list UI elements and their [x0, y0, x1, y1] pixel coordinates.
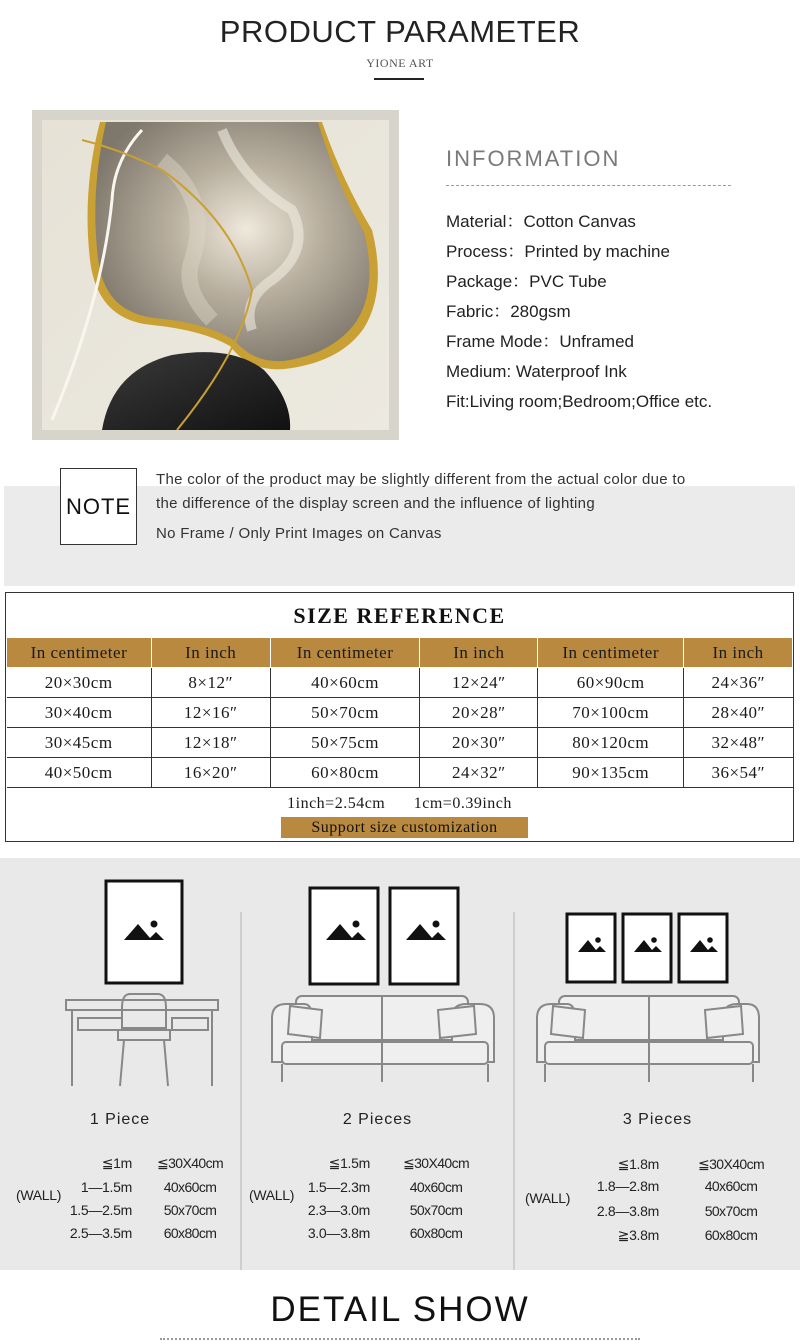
- sofa-three-frames-illustration: [515, 858, 800, 1098]
- table-cell: 8×12″: [151, 668, 270, 698]
- table-cell: 12×16″: [151, 698, 270, 728]
- recommended-size: 50x70cm: [409, 1202, 463, 1218]
- header-cm: In centimeter: [270, 638, 420, 668]
- brand-name: YIONE ART: [366, 56, 434, 70]
- info-fabric: Fabric：280gsm: [446, 302, 571, 321]
- note-line-3: No Frame / Only Print Images on Canvas: [156, 525, 442, 542]
- table-cell: 24×32″: [420, 758, 538, 788]
- viewing-distance: 2.3—3.0m: [307, 1202, 370, 1218]
- table-cell: 50×70cm: [270, 698, 420, 728]
- info-process: Process：Printed by machine: [446, 242, 670, 261]
- table-cell: 30×45cm: [7, 728, 152, 758]
- info-material: Material：Cotton Canvas: [446, 212, 636, 231]
- piece-option-1: [0, 858, 240, 1270]
- header-cm: In centimeter: [7, 638, 152, 668]
- recommended-size: 50x70cm: [704, 1203, 758, 1219]
- info-medium: Medium: Waterproof Ink: [446, 362, 627, 381]
- customization-badge: Support size customization: [281, 817, 528, 838]
- piece-count-label: 3 Pieces: [622, 1111, 693, 1128]
- table-cell: 50×75cm: [270, 728, 420, 758]
- recommended-size: 60x80cm: [704, 1227, 758, 1243]
- table-cell: 30×40cm: [7, 698, 152, 728]
- table-row: [7, 668, 793, 698]
- conversion-cm: 1cm=0.39inch: [413, 795, 512, 812]
- title-underline: [374, 78, 424, 80]
- table-cell: 70×100cm: [538, 698, 684, 728]
- viewing-distance: ≦1.8m: [617, 1156, 659, 1172]
- note-label: NOTE: [60, 468, 137, 545]
- piece-count-label: 1 Piece: [89, 1111, 151, 1128]
- note-line-2: the difference of the display screen and the influence of lighting: [156, 495, 595, 512]
- info-fit: Fit:Living room;Bedroom;Office etc.: [446, 392, 713, 411]
- recommended-size: ≦30X40cm: [697, 1156, 765, 1172]
- viewing-distance: 1.5—2.5m: [69, 1202, 132, 1218]
- wall-label: (WALL): [525, 1190, 571, 1206]
- desk-illustration: [0, 858, 240, 1098]
- viewing-distance: 1.5—2.3m: [307, 1179, 370, 1195]
- recommended-size: 60x80cm: [409, 1225, 463, 1241]
- viewing-distance: 1.8—2.8m: [596, 1178, 659, 1194]
- piece-option-3: [515, 858, 800, 1270]
- table-cell: 40×50cm: [7, 758, 152, 788]
- recommended-size: 40x60cm: [409, 1179, 463, 1195]
- viewing-distance: ≧3.8m: [617, 1227, 659, 1243]
- size-table-header: [7, 638, 793, 668]
- page-title: PRODUCT PARAMETER: [219, 14, 581, 49]
- recommended-size: 50x70cm: [163, 1202, 217, 1218]
- viewing-distance: 2.8—3.8m: [596, 1203, 659, 1219]
- product-artwork: [32, 110, 399, 440]
- unit-conversion: [6, 795, 793, 813]
- sofa-two-frames-illustration: [242, 858, 513, 1098]
- info-frame-mode: Frame Mode：Unframed: [446, 332, 635, 351]
- information-list: [446, 207, 712, 417]
- abstract-painting: [42, 120, 389, 430]
- table-cell: 20×30″: [420, 728, 538, 758]
- table-cell: 60×90cm: [538, 668, 684, 698]
- viewing-distance: 2.5—3.5m: [69, 1225, 132, 1241]
- note-text: [156, 468, 776, 546]
- table-cell: 60×80cm: [270, 758, 420, 788]
- table-row: [7, 698, 793, 728]
- size-reference-title: SIZE REFERENCE: [293, 603, 506, 628]
- viewing-distance: ≦1m: [101, 1155, 132, 1171]
- detail-show-title: DETAIL SHOW: [270, 1290, 530, 1329]
- table-cell: 16×20″: [151, 758, 270, 788]
- detail-subtitle-decoration: [160, 1338, 640, 1344]
- table-cell: 12×18″: [151, 728, 270, 758]
- recommended-size: 40x60cm: [704, 1178, 758, 1194]
- header-cm: In centimeter: [538, 638, 684, 668]
- information-heading: INFORMATION: [446, 146, 621, 171]
- size-table: [6, 637, 793, 788]
- recommended-size: 60x80cm: [163, 1225, 217, 1241]
- recommended-size: 40x60cm: [163, 1179, 217, 1195]
- table-row: [7, 728, 793, 758]
- viewing-distance: 3.0—3.8m: [307, 1225, 370, 1241]
- wall-label: (WALL): [16, 1187, 62, 1203]
- piece-option-2: [242, 858, 513, 1270]
- conversion-inch: 1inch=2.54cm: [287, 795, 386, 812]
- size-reference-panel: [5, 592, 794, 842]
- table-cell: 40×60cm: [270, 668, 420, 698]
- table-cell: 12×24″: [420, 668, 538, 698]
- table-cell: 24×36″: [684, 668, 793, 698]
- note-line-1: The color of the product may be slightly different from the actual color due to: [156, 471, 686, 488]
- header-inch: In inch: [151, 638, 270, 668]
- pieces-panel: [0, 858, 800, 1270]
- table-cell: 28×40″: [684, 698, 793, 728]
- viewing-distance: 1—1.5m: [80, 1179, 132, 1195]
- information-divider: [446, 185, 731, 186]
- recommended-size: ≦30X40cm: [156, 1155, 224, 1171]
- table-cell: 32×48″: [684, 728, 793, 758]
- table-cell: 80×120cm: [538, 728, 684, 758]
- wall-label: (WALL): [249, 1187, 295, 1203]
- viewing-distance: ≦1.5m: [328, 1155, 370, 1171]
- header-inch: In inch: [420, 638, 538, 668]
- table-cell: 90×135cm: [538, 758, 684, 788]
- table-row: [7, 758, 793, 788]
- table-cell: 36×54″: [684, 758, 793, 788]
- piece-count-label: 2 Pieces: [342, 1111, 413, 1128]
- table-cell: 20×30cm: [7, 668, 152, 698]
- info-package: Package：PVC Tube: [446, 272, 607, 291]
- header-inch: In inch: [684, 638, 793, 668]
- table-cell: 20×28″: [420, 698, 538, 728]
- recommended-size: ≦30X40cm: [402, 1155, 470, 1171]
